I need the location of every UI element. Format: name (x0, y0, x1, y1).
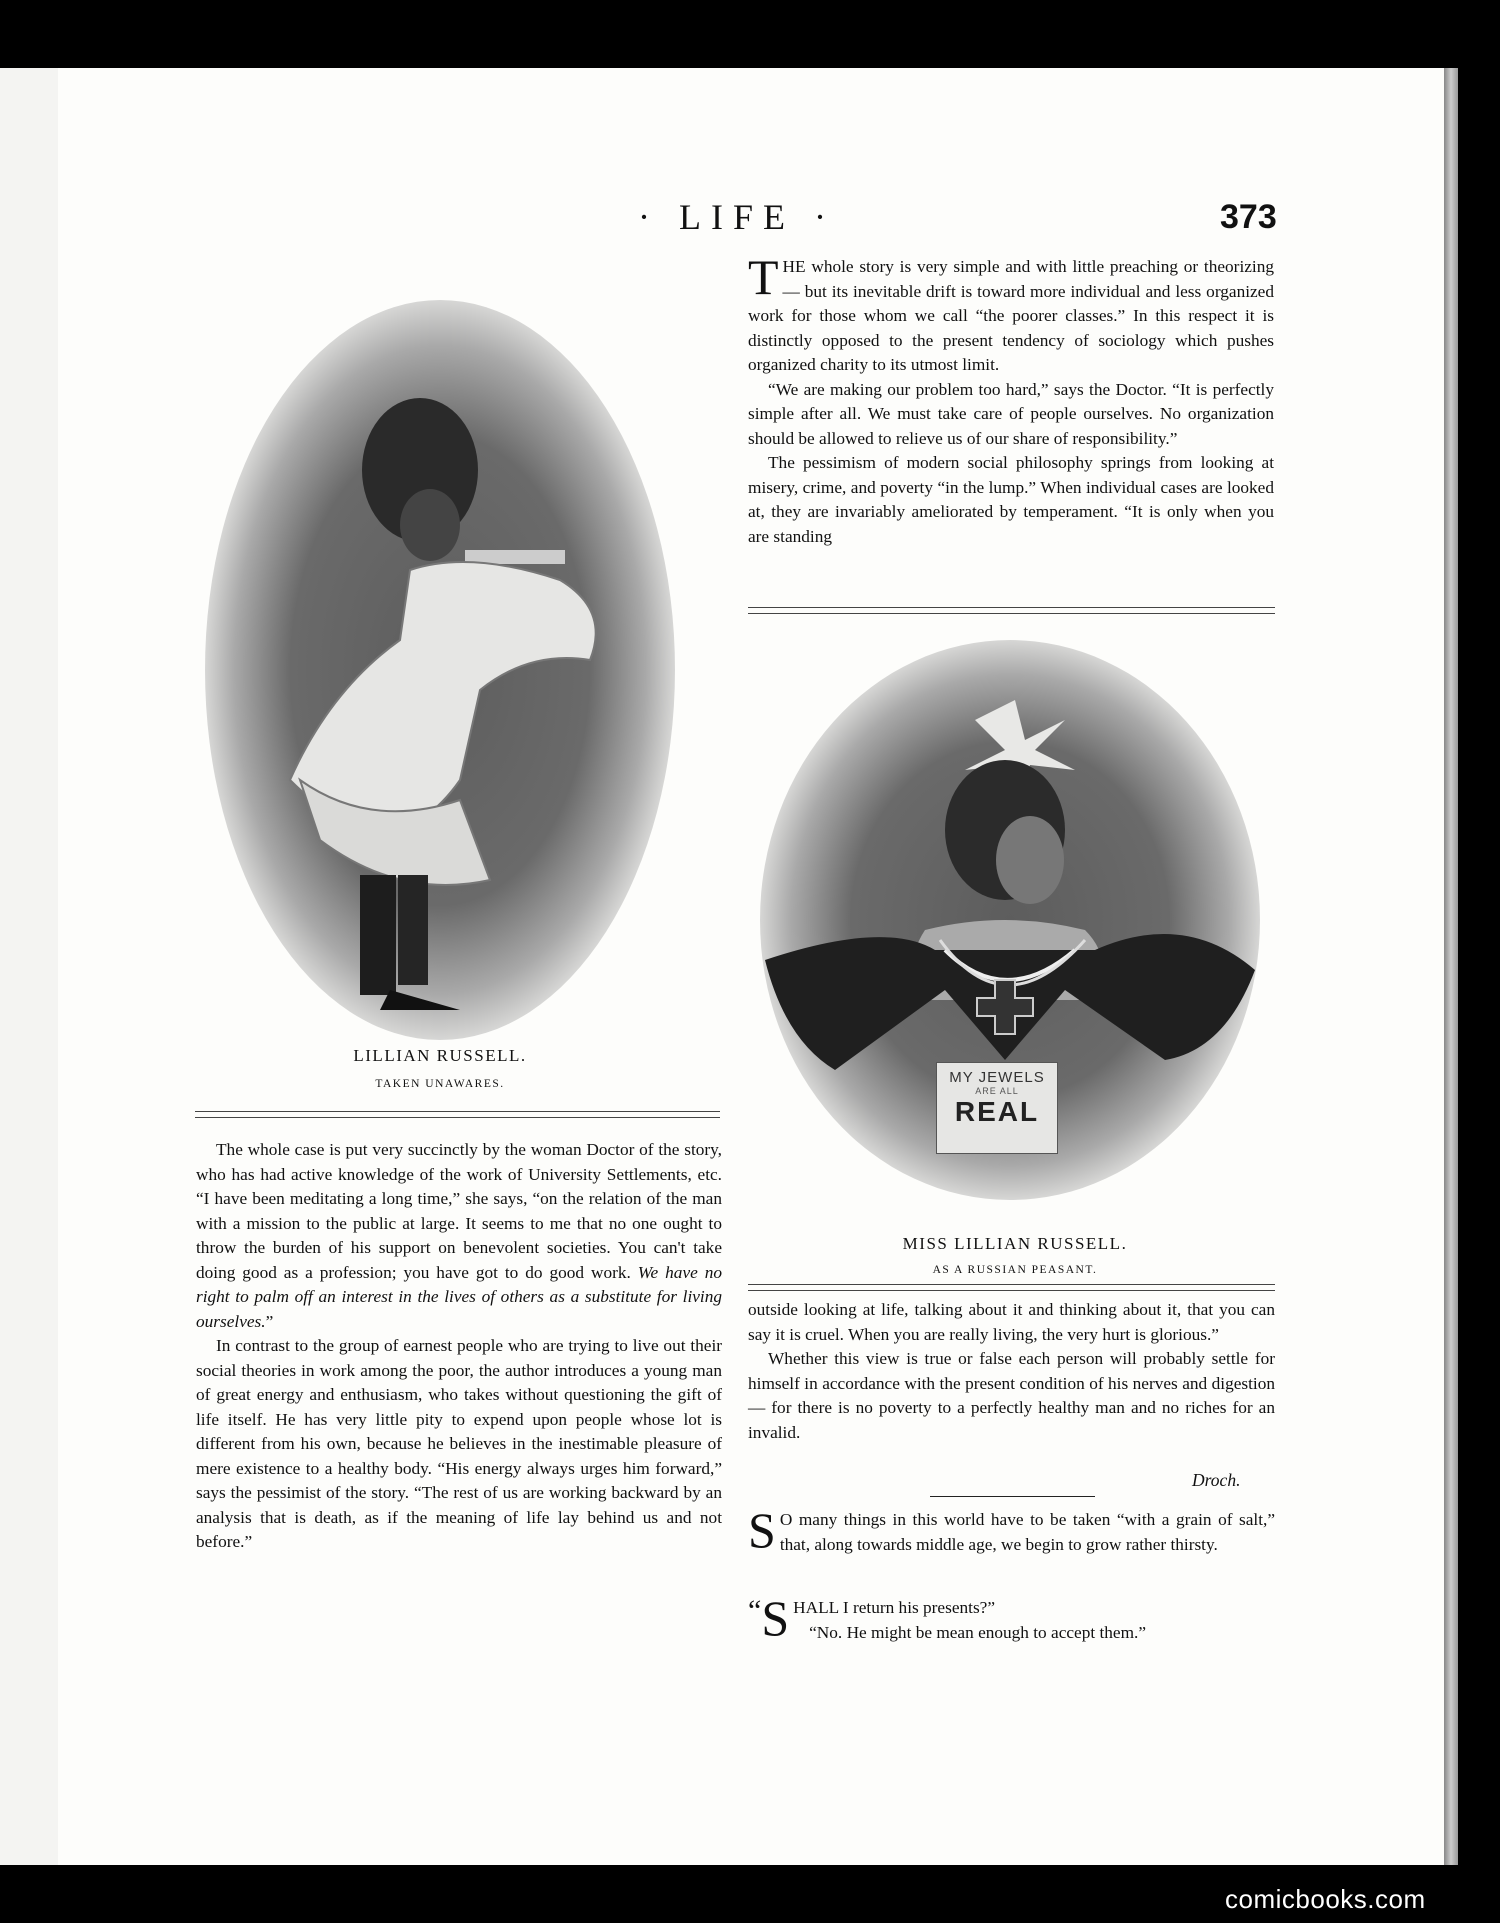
caption-right-sub: AS A RUSSIAN PEASANT. (932, 1264, 1098, 1276)
joke-presents (748, 1590, 1275, 1646)
paragraph-young-man: In contrast to the group of earnest people who are trying to live out their social theories in work among the poor, the author introduces a young man of great energy and enthusiasm, who takes without questioning the gift of life itself. He has very little pity to expend upon people whose lot is different from his own, because he believes in the inestimable pleasure of mere existence to a healthy body. “His energy always urges him forward,” says the pessimist of the story. “The rest of us are working backward by an analysis that is death, as if the meaning of life lay behind us and not before.” (196, 1336, 722, 1551)
right-page-edge (1444, 68, 1458, 1865)
paragraph-doctor-quote: “We are making our problem too hard,” says the Doctor. “It is perfectly simple after all. We must take care of people ourselves. No organization should be allowed to relieve us of our share of responsibility.” (748, 379, 1274, 448)
article-right-top (748, 249, 1274, 549)
paragraph-whether-true: Whether this view is true or false each person will probably settle for himself in accordance with the present condition of his nerves and digestion — for there is no poverty to a perfectly healthy man and no riches for an invalid. (748, 1349, 1275, 1442)
watermark-site: comicbooks.com (1225, 1884, 1426, 1914)
sign-my-jewels (936, 1062, 1058, 1154)
left-page-edge (0, 68, 61, 1865)
page-header-title: · LIFE · (638, 197, 836, 237)
page-number: 373 (1220, 198, 1277, 236)
joke-presents-line1: HALL I return his presents?” (793, 1598, 996, 1617)
rule-right-middle (748, 1284, 1275, 1291)
article-right-bottom (748, 1298, 1275, 1445)
dropcap-s-salt: S (748, 1502, 776, 1558)
paragraph-outside-looking: outside looking at life, talking about it and thinking about it, that you can say it is cruel. When you are really living, the very hurt is glorious.” (748, 1300, 1275, 1344)
dropcap-t: T (748, 249, 779, 305)
signature-droch: Droch. (1192, 1470, 1241, 1490)
joke-salt-text: O many things in this world have to be taken “with a grain of salt,” that, along towards middle age, we begin to grow rather thirsty. (779, 1510, 1275, 1554)
rule-left-bottom (195, 1111, 720, 1118)
caption-left-sub: TAKEN UNAWARES. (375, 1078, 505, 1090)
sign-line-1: MY JEWELS (949, 1069, 1045, 1086)
opening-quote: “ (748, 1594, 762, 1627)
sign-line-2: ARE ALL (975, 1086, 1019, 1096)
caption-right-name: MISS LILLIAN RUSSELL. (902, 1234, 1128, 1253)
paragraph-story-simple: HE whole story is very simple and with little preaching or theorizing — but its inevitable drift is toward more individual and less organized work for those whom we call “the poorer classes.” In this respect it is distinctly opposed to the present tendency of sociology which pushes organized charity to its utmost limit. (748, 257, 1274, 374)
joke-salt (748, 1502, 1275, 1558)
separator-short (930, 1496, 1095, 1497)
joke-presents-line2: “No. He might be mean enough to accept them.” (809, 1622, 1147, 1642)
figure-silhouette-left (230, 360, 650, 1020)
dropcap-s-presents: S (761, 1590, 790, 1646)
rule-right-top (748, 607, 1275, 614)
paragraph-pessimism: The pessimism of modern social philosophy springs from looking at misery, crime, and poverty “in the lump.” When individual cases are looked at, they are invariably ameliorated by temperament. “It is only when you are standing (748, 453, 1274, 546)
article-left-bottom (196, 1138, 722, 1555)
sign-line-3: REAL (954, 1096, 1040, 1127)
caption-left-name: LILLIAN RUSSELL. (353, 1046, 527, 1065)
paragraph-woman-doctor (196, 1138, 722, 1334)
paragraph-woman-doctor-italic: We have no right to palm off an interest in the lives of others as a substitute for living ourselves. (196, 1262, 722, 1331)
paragraph-woman-doctor-text: The whole case is put very succinctly by the woman Doctor of the story, who has had active knowledge of the work of University Settlements, etc. “I have been meditating a long time,” she says, “on the relation of the man with a mission to the public at large. It seems to me that no one ought to throw the burden of his support on benevolent societies. You can't take doing good as a profession; you have got to do good work. (196, 1140, 722, 1282)
paragraph-woman-doctor-end: ” (265, 1311, 274, 1331)
